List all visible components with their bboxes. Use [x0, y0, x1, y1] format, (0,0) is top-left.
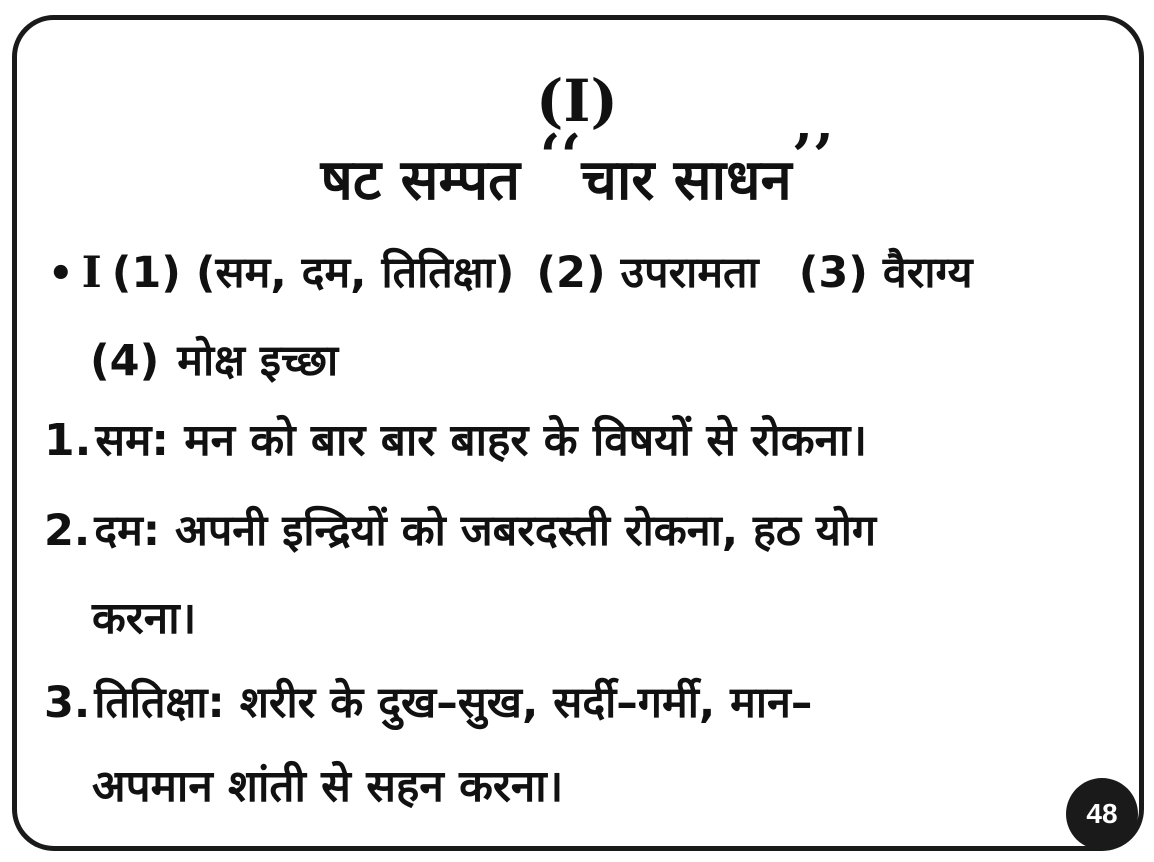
- title-quoted: चार साधन: [581, 148, 792, 213]
- definition-1-text: सम: मन को बार बार बाहर के विषयों से रोकना।: [95, 415, 868, 466]
- overview-label: I: [81, 248, 102, 298]
- bullet-icon: •: [48, 251, 74, 297]
- section-numeral: (I): [535, 67, 618, 135]
- definition-2-text: दम: अपनी इन्द्रियों को जबरदस्ती रोकना, हठ योग: [94, 506, 877, 556]
- definition-3-continuation: अपमान शांती से सहन करना।: [92, 761, 564, 812]
- overview-item-4-text: मोक्ष इच्छा: [177, 336, 339, 386]
- overview-item-3: (3) वैराग्य: [798, 248, 973, 298]
- definition-3-number: 3.: [44, 678, 91, 728]
- overview-line-1: [48, 238, 973, 309]
- overview-item-2: (2) उपरामता: [536, 248, 759, 298]
- definition-1: [44, 406, 867, 476]
- page-title: [0, 122, 1154, 218]
- overview-item-1: (1) (सम, दम, तितिक्षा): [111, 248, 515, 298]
- definition-2-number: 2.: [44, 506, 91, 556]
- definition-3-text: तितिक्षा: शरीर के दुख–सुख, सर्दी–गर्मी, मान–: [94, 678, 813, 728]
- definition-2: [44, 496, 876, 566]
- page-number-badge: 48: [1066, 778, 1138, 850]
- close-quote: ’’: [791, 122, 834, 192]
- title-prefix: षट सम्पत: [320, 148, 521, 213]
- definition-1-number: 1.: [44, 415, 92, 466]
- definition-3: [44, 668, 812, 738]
- definition-2-continuation: करना।: [92, 593, 197, 644]
- overview-item-4-num: (4): [90, 336, 160, 386]
- overview-line-2: [90, 326, 338, 396]
- open-quote: ‘‘: [539, 122, 582, 192]
